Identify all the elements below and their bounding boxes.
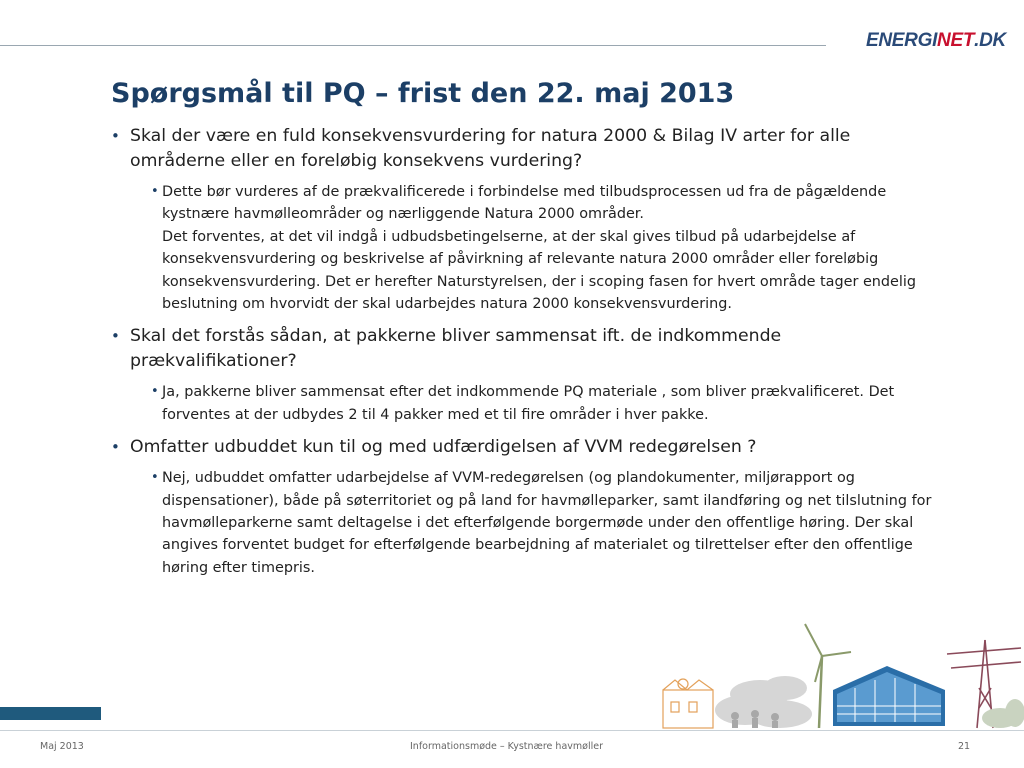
energy-landscape-illustration [655, 618, 1024, 730]
page-number: 21 [958, 741, 971, 752]
slide-title: Spørgsmål til PQ – frist den 22. maj 2013 [111, 78, 735, 109]
energinet-logo [866, 26, 1006, 56]
answer-2 [151, 381, 941, 426]
slide-content [111, 124, 941, 579]
cloud-sketch-icon [715, 676, 812, 728]
office-building-icon [833, 666, 945, 726]
answer-1 [151, 181, 941, 315]
accent-bar [0, 707, 101, 720]
question-2: • Skal det forstås sådan, at pakkerne bliver sammensat ift. de indkommende prækvalifikationer? [111, 324, 941, 374]
answer-2-line-1: Ja, pakkerne bliver sammensat efter det indkommende PQ materiale , som bliver prækvalificeret. Det forventes at der udbydes 2 til 4 pakker med et til fire områder i hver pakke. [162, 384, 895, 423]
question-1: • Skal der være en fuld konsekvensvurdering for natura 2000 & Bilag IV arter for alle områderne eller en foreløbig konsekvens vurdering? [111, 124, 941, 174]
answer-3-line-1: Nej, udbuddet omfatter udarbejdelse af VVM-redegørelsen (og plandokumenter, miljørapport og dispensationer), både på søterritoriet og på land for havmølleparker, samt ilandføring og net tilslutning for havmølleparkerne samt deltagelse i det efterfølgende borgermøde under den offentlige høring. Der skal angives forventet budget for efterfølgende bearbejdning af materialet og tilrettelser efter den offentlige høring efter timepris. [162, 470, 932, 576]
footer-date: Maj 2013 [40, 741, 84, 752]
footer-divider [0, 730, 1024, 731]
answer-3 [151, 467, 941, 579]
question-3: • Omfatter udbuddet kun til og med udfærdigelsen af VVM redegørelsen ? [111, 435, 941, 460]
logo-text-part2: NET [937, 30, 975, 51]
answer-1-line-1: Dette bør vurderes af de prækvalificerede i forbindelse med tilbudsprocessen ud fra de pågældende kystnære havmølleområder og nærliggende Natura 2000 områder. [162, 184, 887, 223]
answer-1-line-2: Det forventes, at det vil indgå i udbudsbetingelserne, at der skal gives tilbud på udarbejdelse af konsekvensvurdering og beskrivelse af påvirkning af relevante natura 2000 områder eller foreløbig konsekvensvurdering. Det er herefter Naturstyrelsen, der i scoping fasen for hvert område tager endelig beslutning om hvorvidt der skal udarbejdes natura 2000 konsekvensvurdering. [162, 228, 917, 313]
logo-text-part1: ENERGI [866, 30, 938, 51]
top-divider [0, 45, 826, 46]
footer-title: Informationsmøde – Kystnære havmøller [410, 741, 603, 752]
logo-text-part3: .DK [974, 30, 1006, 51]
factory-sketch-icon [663, 679, 713, 728]
